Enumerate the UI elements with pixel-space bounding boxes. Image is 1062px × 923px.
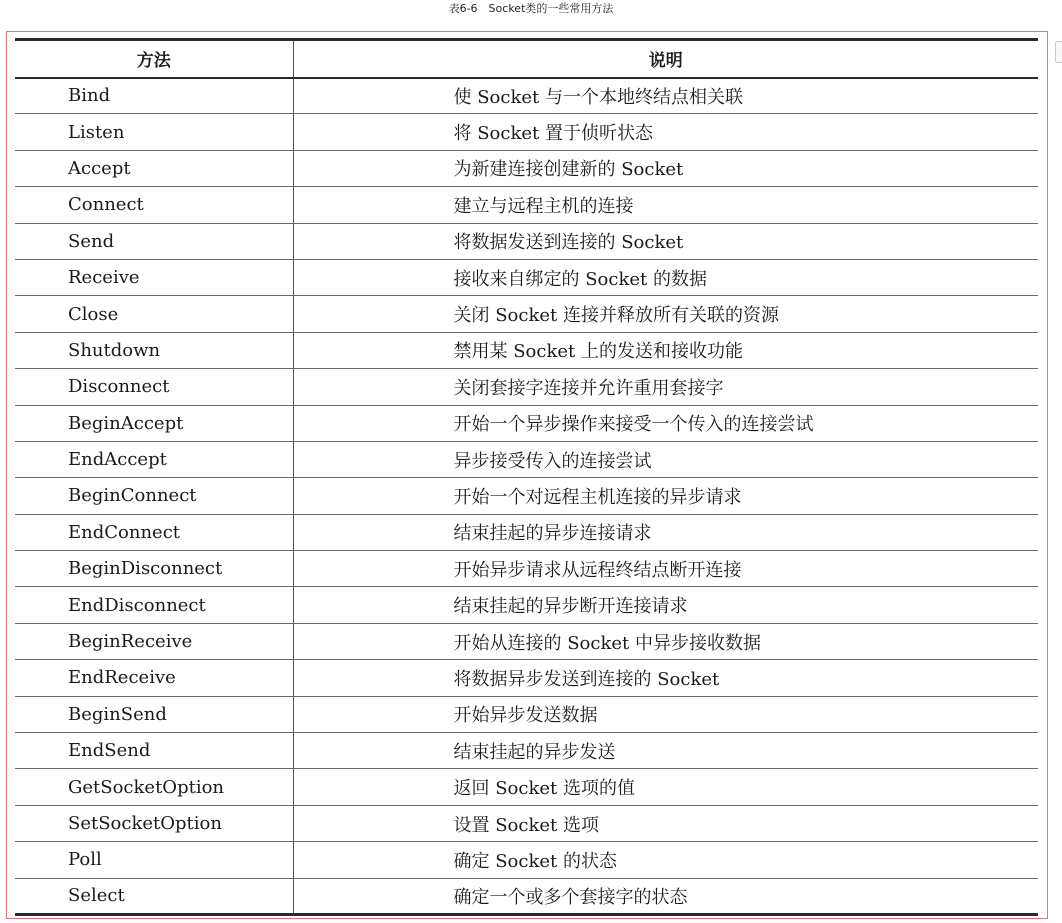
method-description-cell: 开始一个对远程主机连接的异步请求: [293, 478, 1038, 514]
method-description-cell: 确定 Socket 的状态: [293, 842, 1038, 878]
table-row: [15, 478, 1038, 514]
method-description-cell: 开始异步请求从远程终结点断开连接: [293, 551, 1038, 587]
method-name-cell: EndConnect: [15, 514, 293, 550]
table-row: [15, 187, 1038, 223]
method-description-cell: 开始异步发送数据: [293, 696, 1038, 732]
table-row: [15, 587, 1038, 623]
method-name-cell: EndAccept: [15, 441, 293, 477]
method-name-cell: BeginDisconnect: [15, 551, 293, 587]
method-name-cell: BeginReceive: [15, 623, 293, 659]
method-description-cell: 关闭套接字连接并允许重用套接字: [293, 369, 1038, 405]
table-row: [15, 878, 1038, 914]
scrollbar-handle[interactable]: [1055, 41, 1062, 63]
table-row: [15, 660, 1038, 696]
table-header-row: [15, 40, 1038, 78]
method-description-cell: 接收来自绑定的 Socket 的数据: [293, 259, 1038, 295]
method-name-cell: Listen: [15, 114, 293, 150]
table-row: [15, 551, 1038, 587]
method-description-cell: 结束挂起的异步连接请求: [293, 514, 1038, 550]
method-description-cell: 将数据异步发送到连接的 Socket: [293, 660, 1038, 696]
table-row: [15, 259, 1038, 295]
method-description-cell: 使 Socket 与一个本地终结点相关联: [293, 78, 1038, 114]
method-name-cell: Select: [15, 878, 293, 914]
header-description: 说明: [293, 40, 1038, 78]
method-description-cell: 异步接受传入的连接尝试: [293, 441, 1038, 477]
table-row: [15, 441, 1038, 477]
method-description-cell: 开始从连接的 Socket 中异步接收数据: [293, 623, 1038, 659]
table-row: [15, 223, 1038, 259]
table-row: [15, 514, 1038, 550]
table-row: [15, 332, 1038, 368]
method-description-cell: 为新建连接创建新的 Socket: [293, 150, 1038, 186]
table-row: [15, 805, 1038, 841]
method-description-cell: 返回 Socket 选项的值: [293, 769, 1038, 805]
method-name-cell: Connect: [15, 187, 293, 223]
method-description-cell: 关闭 Socket 连接并释放所有关联的资源: [293, 296, 1038, 332]
method-description-cell: 结束挂起的异步断开连接请求: [293, 587, 1038, 623]
method-name-cell: BeginConnect: [15, 478, 293, 514]
method-name-cell: Bind: [15, 78, 293, 114]
method-name-cell: GetSocketOption: [15, 769, 293, 805]
table-caption: 表6-6 Socket类的一些常用方法: [448, 2, 614, 15]
method-description-cell: 确定一个或多个套接字的状态: [293, 878, 1038, 914]
method-name-cell: EndDisconnect: [15, 587, 293, 623]
socket-methods-table: [15, 38, 1038, 916]
table-row: [15, 78, 1038, 114]
table-row: [15, 842, 1038, 878]
table-row: [15, 769, 1038, 805]
method-description-cell: 将数据发送到连接的 Socket: [293, 223, 1038, 259]
method-name-cell: SetSocketOption: [15, 805, 293, 841]
method-name-cell: EndSend: [15, 733, 293, 769]
table-row: [15, 623, 1038, 659]
method-description-cell: 设置 Socket 选项: [293, 805, 1038, 841]
table-row: [15, 405, 1038, 441]
method-name-cell: Disconnect: [15, 369, 293, 405]
method-name-cell: Accept: [15, 150, 293, 186]
method-description-cell: 建立与远程主机的连接: [293, 187, 1038, 223]
table-row: [15, 696, 1038, 732]
method-name-cell: Receive: [15, 259, 293, 295]
table-row: [15, 369, 1038, 405]
header-method: 方法: [15, 40, 293, 78]
table-row: [15, 733, 1038, 769]
method-name-cell: Send: [15, 223, 293, 259]
method-name-cell: BeginAccept: [15, 405, 293, 441]
method-description-cell: 将 Socket 置于侦听状态: [293, 114, 1038, 150]
method-description-cell: 结束挂起的异步发送: [293, 733, 1038, 769]
table-row: [15, 296, 1038, 332]
method-name-cell: EndReceive: [15, 660, 293, 696]
method-name-cell: Shutdown: [15, 332, 293, 368]
method-description-cell: 禁用某 Socket 上的发送和接收功能: [293, 332, 1038, 368]
table-row: [15, 114, 1038, 150]
method-name-cell: BeginSend: [15, 696, 293, 732]
table-row: [15, 150, 1038, 186]
method-name-cell: Poll: [15, 842, 293, 878]
table-body: [15, 78, 1038, 915]
method-description-cell: 开始一个异步操作来接受一个传入的连接尝试: [293, 405, 1038, 441]
method-name-cell: Close: [15, 296, 293, 332]
